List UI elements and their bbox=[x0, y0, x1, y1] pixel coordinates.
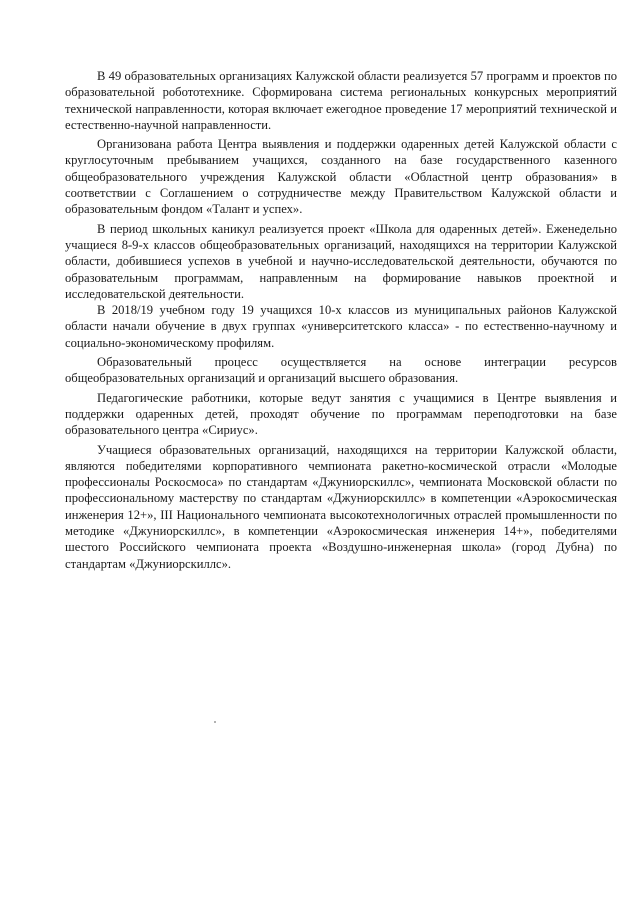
paragraph-gifted-school: В период школьных каникул реализуется проект «Школа для одаренных детей». Еженедельно учащиеся 8-9-х классов общеобразовательных организаций, находящихся на территории Калужской области, добившиеся успехов в учебной и научно-исследовательской деятельности, обучаются по образовательным программам, направленным на формирование навыков проектной и исследовательской деятельности. bbox=[65, 221, 617, 301]
paragraph-robotics: В 49 образовательных организациях Калужской области реализуется 57 программ и проектов по образовательной робототехнике. Сформирована система региональных конкурсных мероприятий технической направленности, которая включает ежегодное проведение 17 мероприятий технической и естественно-научной направленности. bbox=[65, 69, 617, 132]
paragraph-championships: Учащиеся образовательных организаций, находящихся на территории Калужской области, являются победителями корпоративного чемпионата ракетно-космической отрасли «Молодые профессионалы Роскосмоса» по стандартам «Джуниорскиллс», чемпионата Московской области по профессиональному мастерству по стандартам «Джуниорскиллс» в компетенции «Аэрокосмическая инженерия 12+», III Национального чемпионата высокотехнологичных отраслей промышленности по методике «Джуниорскиллс», в компетенции «Аэрокосмическая инженерия 14+», победителями шестого Российского чемпионата проекта «Воздушно-инженерная школа» (город Дубна) по стандартам «Джуниорскиллс». bbox=[65, 442, 617, 571]
paragraph-talent-center: Организована работа Центра выявления и поддержки одаренных детей Калужской области с круглосуточным пребыванием учащихся, созданного на базе государственного казенного общеобразовательного учреждения Калужской области «Областной центр образования» в соответствии с Соглашением о сотрудничестве между Правительством Калужской области и образовательным фондом «Талант и успех». bbox=[65, 137, 617, 217]
paragraph-integration: Образовательный процесс осуществляется на основе интеграции ресурсов общеобразовательных организаций и организаций высшего образования. bbox=[65, 355, 617, 386]
paragraph-university-class: В 2018/19 учебном году 19 учащихся 10-х классов из муниципальных районов Калужской области начали обучение в двух группах «университетского класса» - по естественно-научному и социально-экономическому профилям. bbox=[65, 303, 617, 350]
document-body bbox=[65, 68, 617, 572]
paragraph-teachers: Педагогические работники, которые ведут занятия с учащимися в Центре выявления и поддержки одаренных детей, проходят обучение по программам переподготовки на базе образовательного центра «Сириус». bbox=[65, 390, 617, 438]
scan-artifact-dot bbox=[214, 721, 216, 723]
